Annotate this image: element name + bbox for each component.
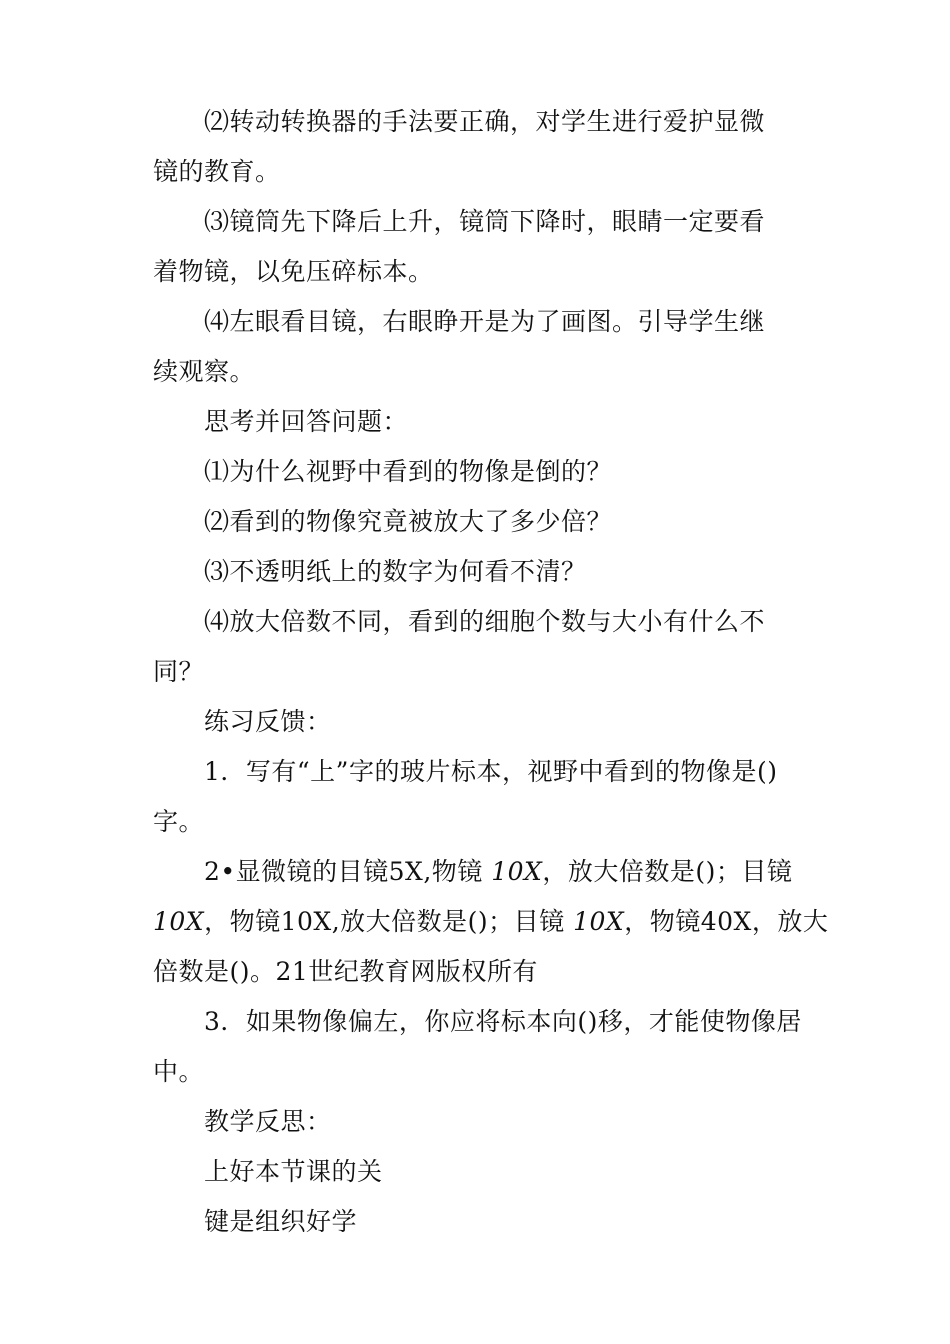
text-run: ，物镜40X，放大: [624, 907, 829, 936]
paragraph-line: 续观察。: [153, 357, 256, 386]
section-heading: 练习反馈：: [204, 707, 332, 736]
paragraph-line: ⑶镜筒先下降后上升，镜筒下降时，眼睛一定要看: [204, 207, 766, 236]
question-item: ⑴为什么视野中看到的物像是倒的？: [204, 457, 613, 486]
italic-run: 10X: [573, 907, 625, 936]
question-item: 同？: [153, 657, 205, 686]
exercise-item: 3．如果物像偏左，你应将标本向()移，才能使物像居: [204, 1007, 802, 1036]
paragraph-line: 镜的教育。: [153, 157, 281, 186]
exercise-item: 倍数是()。21世纪教育网版权所有: [153, 957, 538, 986]
question-item: ⑵看到的物像究竟被放大了多少倍？: [204, 507, 613, 536]
question-item: ⑶不透明纸上的数字为何看不清？: [204, 557, 587, 586]
exercise-item: 中。: [153, 1057, 205, 1086]
exercise-item: [153, 906, 828, 938]
exercise-item: 1．写有“上”字的玻片标本，视野中看到的物像是(): [204, 757, 778, 786]
exercise-item: [204, 856, 792, 888]
italic-run: 10X: [153, 907, 205, 936]
italic-run: 10X: [491, 857, 543, 886]
paragraph-line: 上好本节课的关: [204, 1157, 383, 1186]
text-run: 2•显微镜的目镜5X,物镜: [204, 857, 492, 886]
section-heading: 教学反思：: [204, 1107, 332, 1136]
paragraph-line: ⑷左眼看目镜，右眼睁开是为了画图。引导学生继: [204, 307, 766, 336]
paragraph-line: 键是组织好学: [204, 1207, 358, 1236]
paragraph-line: 着物镜，以免压碎标本。: [153, 257, 434, 286]
exercise-item: 字。: [153, 807, 205, 836]
question-item: ⑷放大倍数不同，看到的细胞个数与大小有什么不: [204, 607, 766, 636]
paragraph-line: ⑵转动转换器的手法要正确，对学生进行爱护显微: [204, 107, 766, 136]
text-run: ，物镜10X,放大倍数是()；目镜: [204, 907, 574, 936]
section-heading: 思考并回答问题：: [204, 407, 409, 436]
text-run: ，放大倍数是()；目镜: [542, 857, 793, 886]
